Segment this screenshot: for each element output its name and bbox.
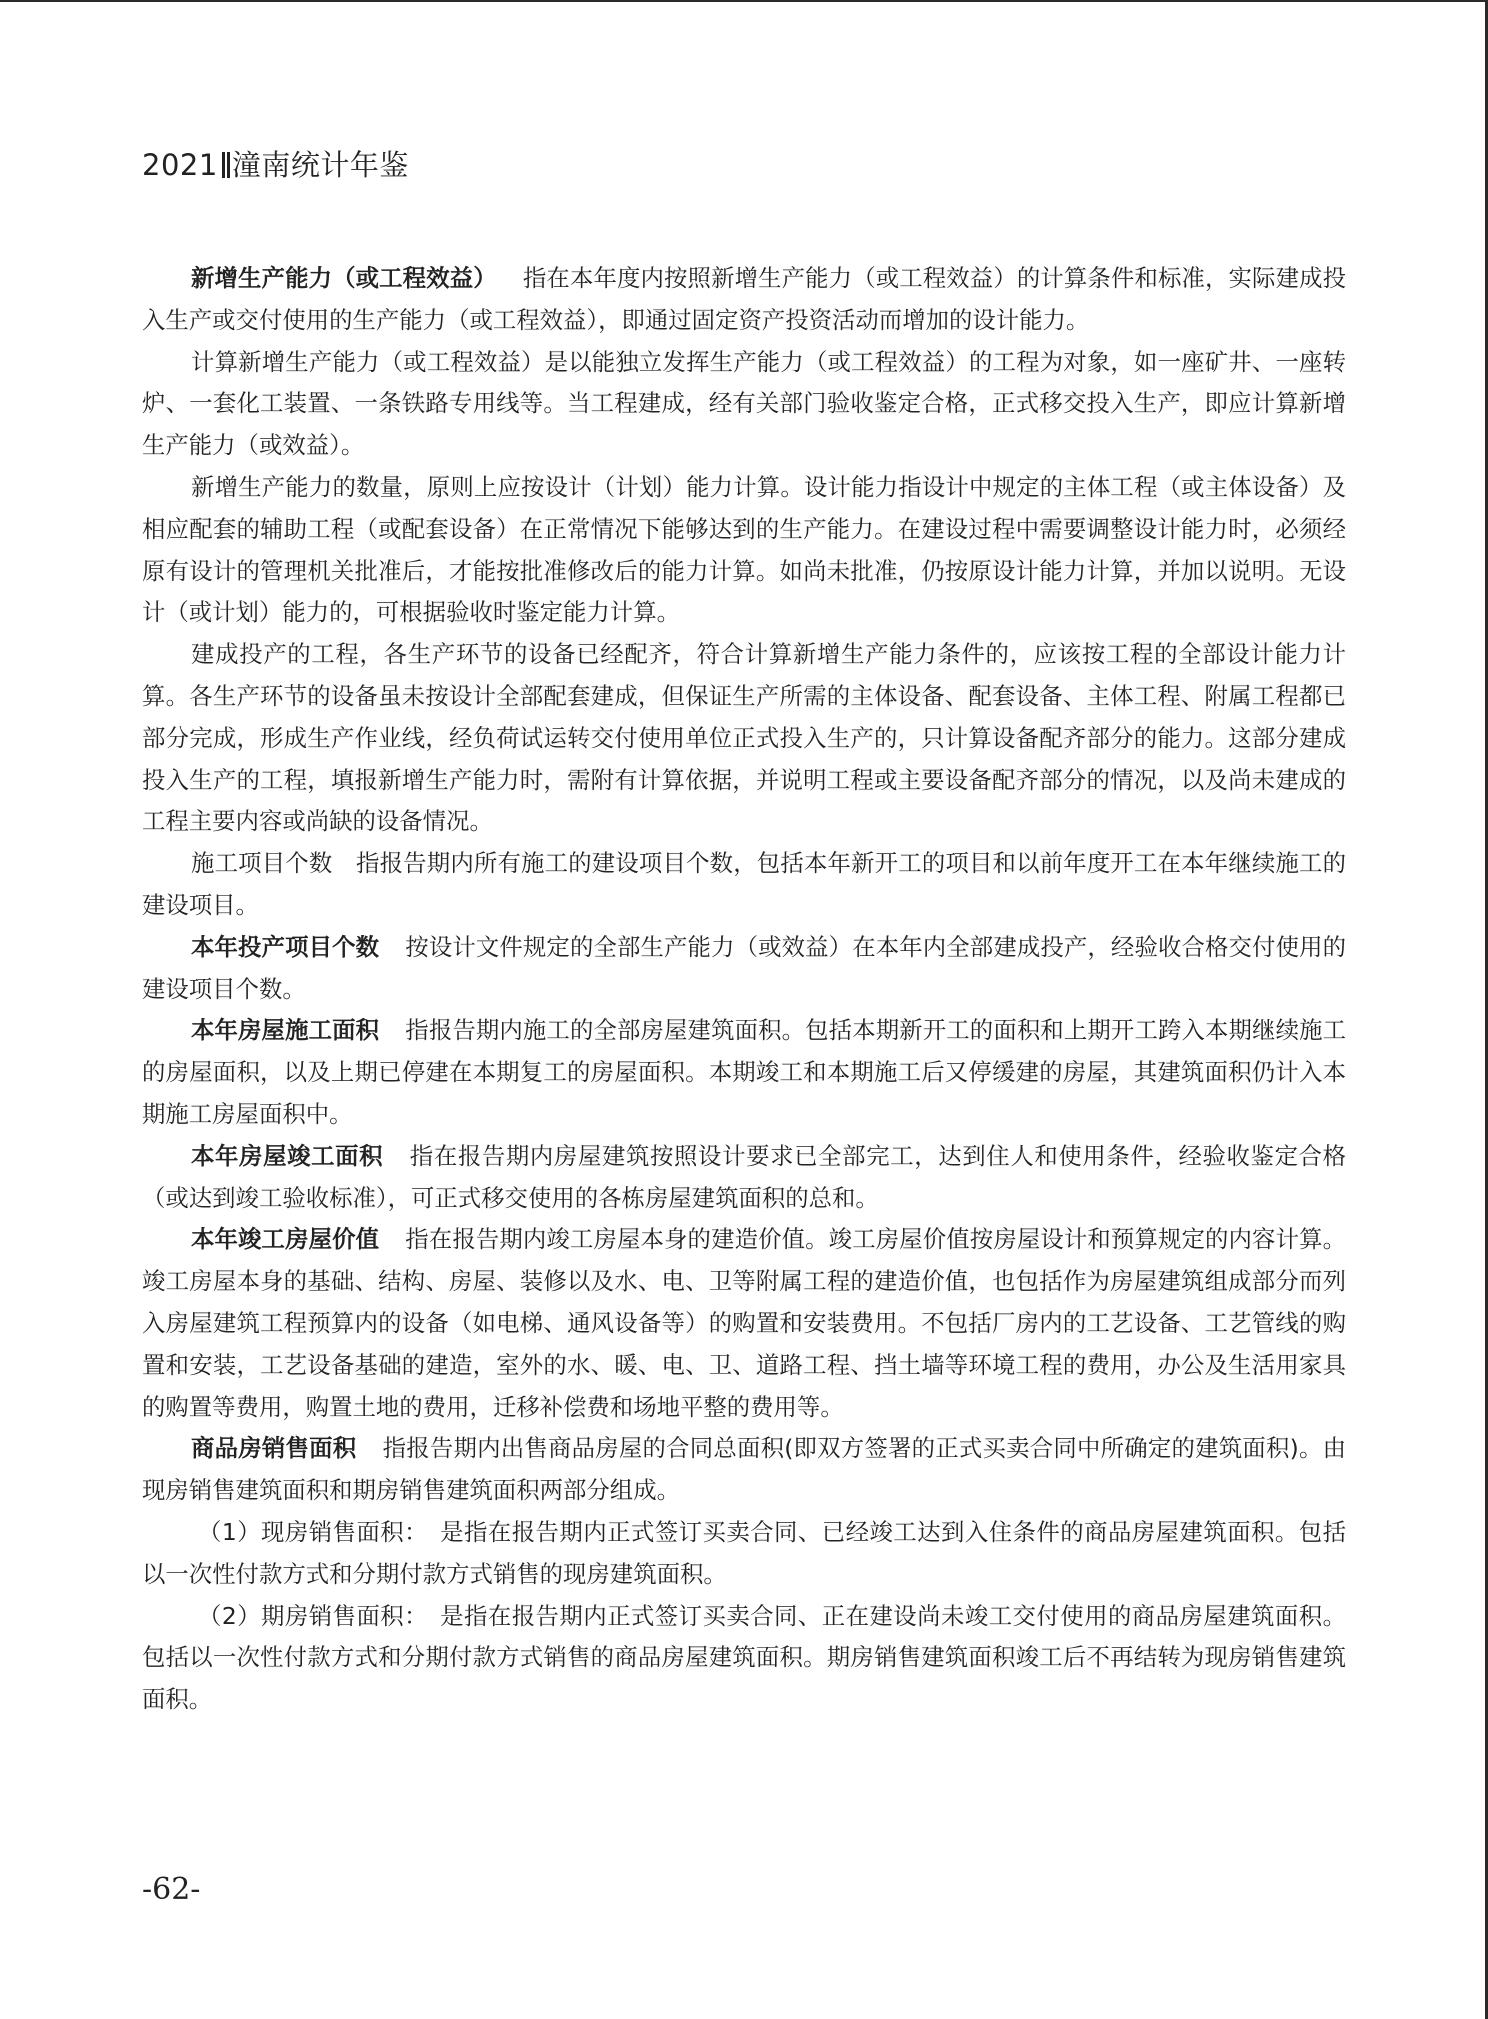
top-border-line: [0, 0, 1488, 2]
term-heading: 新增生产能力（或工程效益）: [191, 264, 497, 292]
term-heading: 本年房屋施工面积: [191, 1016, 380, 1045]
paragraph-text: 建成投产的工程，各生产环节的设备已经配齐，符合计算新增生产能力条件的，应该按工程的全部设计能力计算。各生产环节的设备虽未按设计全部配套建成，但保证生产所需的主体设备、配套设备、主体工程、附属工程都已部分完成，形成生产作业线，经负荷试运转交付使用单位正式投入生产的，只计算设备配齐部分的能力。这部分建成投入生产的工程，填报新增生产能力时，需附有计算依据，并说明工程或主要设备配齐部分的情况，以及尚未建成的工程主要内容或尚缺的设备情况。: [142, 640, 1346, 836]
paragraph-text: 新增生产能力的数量，原则上应按设计（计划）能力计算。设计能力指设计中规定的主体工程（或主体设备）及相应配套的辅助工程（或配套设备）在正常情况下能够达到的生产能力。在建设过程中需要调整设计能力时，必须经原有设计的管理机关批准后，才能按批准修改后的能力计算。如尚未批准，仍按原设计能力计算，并加以说明。无设计（或计划）能力的，可根据验收时鉴定能力计算。: [142, 472, 1346, 627]
body-text: [142, 258, 1346, 1721]
term-heading: 本年竣工房屋价值: [191, 1225, 380, 1254]
header-title: 潼南统计年鉴: [231, 148, 409, 182]
paragraph: [142, 1010, 1346, 1135]
paragraph: [142, 1512, 1346, 1596]
paragraph: [142, 927, 1346, 1011]
paragraph-text: 指报告期内出售商品房屋的合同总面积(即双方签署的正式买卖合同中所确定的建筑面积)。由现房销售建筑面积和期房销售建筑面积两部分组成。: [142, 1434, 1347, 1505]
paragraph: [142, 1596, 1346, 1721]
paragraph: [142, 1428, 1346, 1512]
paragraph-text: 指在报告期内竣工房屋本身的建造价值。竣工房屋价值按房屋设计和预算规定的内容计算。竣工房屋本身的基础、结构、房屋、装修以及水、电、卫等附属工程的建造价值，也包括作为房屋建筑组成部分而列入房屋建筑工程预算内的设备（如电梯、通风设备等）的购置和安装费用。不包括厂房内的工艺设备、工艺管线的购置和安装，工艺设备基础的建造，室外的水、暖、电、卫、道路工程、挡土墙等环境工程的费用，办公及生活用家具的购置等费用，购置土地的费用，迁移补偿费和场地平整的费用等。: [142, 1225, 1347, 1421]
page-number: -62-: [142, 1872, 201, 1907]
paragraph-text: 指在报告期内房屋建筑按照设计要求已全部完工，达到住人和使用条件，经验收鉴定合格（或达到竣工验收标准），可正式移交使用的各栋房屋建筑面积的总和。: [142, 1141, 1346, 1212]
paragraph: [142, 342, 1346, 467]
term-heading: 商品房销售面积: [191, 1434, 357, 1463]
paragraph: [142, 258, 1346, 342]
term-heading: 本年投产项目个数: [191, 932, 380, 961]
term-heading: 本年房屋竣工面积: [191, 1141, 384, 1170]
header-divider-bar: [222, 152, 225, 178]
running-header: [142, 145, 409, 185]
paragraph: [142, 634, 1346, 843]
paragraph-text: 指在本年度内按照新增生产能力（或工程效益）的计算条件和标准，实际建成投入生产或交付使用的生产能力（或工程效益），即通过固定资产投资活动而增加的设计能力。: [142, 264, 1347, 334]
paragraph: [142, 843, 1346, 927]
paragraph-text: 指报告期内施工的全部房屋建筑面积。包括本期新开工的面积和上期开工跨入本期继续施工的房屋面积，以及上期已停建在本期复工的房屋面积。本期竣工和本期施工后又停缓建的房屋，其建筑面积仍计入本期施工房屋面积中。: [142, 1016, 1347, 1128]
header-divider-bar: [227, 152, 230, 178]
paragraph-text: 计算新增生产能力（或工程效益）是以能独立发挥生产能力（或工程效益）的工程为对象，如一座矿井、一座转炉、一套化工装置、一条铁路专用线等。当工程建成，经有关部门验收鉴定合格，正式移交投入生产，即应计算新增生产能力（或效益）。: [142, 347, 1346, 460]
paragraph-text: （2）期房销售面积： 是指在报告期内正式签订买卖合同、正在建设尚未竣工交付使用的商品房屋建筑面积。包括以一次性付款方式和分期付款方式销售的商品房屋建筑面积。期房销售建筑面积竣工后不再结转为现房销售建筑面积。: [142, 1601, 1346, 1714]
paragraph-text: 按设计文件规定的全部生产能力（或效益）在本年内全部建成投产，经验收合格交付使用的建设项目个数。: [142, 932, 1347, 1003]
paragraph: [142, 1136, 1346, 1220]
paragraph: [142, 1219, 1346, 1428]
paragraph-text: 施工项目个数 指报告期内所有施工的建设项目个数，包括本年新开工的项目和以前年度开工在本年继续施工的建设项目。: [142, 849, 1346, 919]
header-year: 2021: [142, 148, 218, 182]
paragraph: [142, 467, 1346, 634]
paragraph-text: （1）现房销售面积： 是指在报告期内正式签订买卖合同、已经竣工达到入住条件的商品房屋建筑面积。包括以一次性付款方式和分期付款方式销售的现房建筑面积。: [142, 1517, 1346, 1588]
